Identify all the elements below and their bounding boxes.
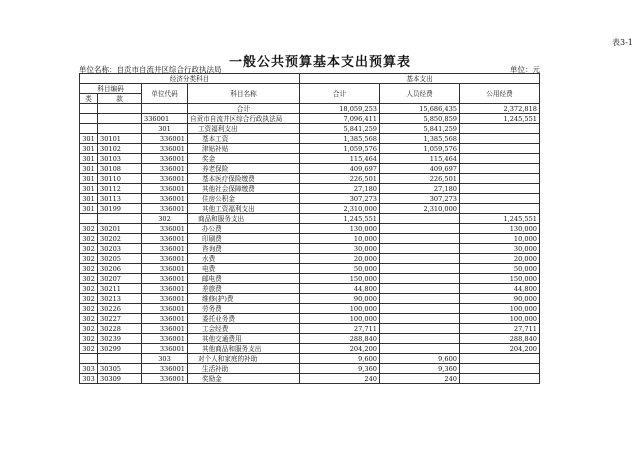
- lei-cell: 302: [80, 314, 98, 324]
- unit-code-cell: 336001: [142, 314, 188, 324]
- subject-name-cell: 基本工资: [188, 134, 300, 144]
- public-cell: [460, 354, 540, 364]
- currency-unit: 单位：元: [510, 65, 540, 74]
- public-cell: 2,372,818: [460, 104, 540, 114]
- public-cell: 100,000: [460, 314, 540, 324]
- lei-cell: [80, 124, 98, 134]
- kuan-cell: 30102: [98, 144, 142, 154]
- unit-code-cell: 336001: [142, 204, 188, 214]
- table-row: [80, 194, 540, 204]
- subject-name-cell: 邮电费: [188, 274, 300, 284]
- public-cell: 100,000: [460, 304, 540, 314]
- unit-code-cell: 336001: [142, 264, 188, 274]
- lei-cell: 301: [80, 184, 98, 194]
- subject-name-cell: 基本医疗保险缴费: [188, 174, 300, 184]
- kuan-cell: 30113: [98, 194, 142, 204]
- subject-name-cell: 印刷费: [188, 234, 300, 244]
- lei-cell: 302: [80, 344, 98, 354]
- total-cell: 409,697: [300, 164, 380, 174]
- kuan-cell: 30201: [98, 224, 142, 234]
- total-cell: 240: [300, 374, 380, 384]
- total-cell: 288,840: [300, 334, 380, 344]
- total-cell: 27,711: [300, 324, 380, 334]
- lei-cell: 302: [80, 234, 98, 244]
- unit-code-cell: 336001: [142, 164, 188, 174]
- table-row: [80, 114, 540, 124]
- lei-cell: 301: [80, 144, 98, 154]
- subject-name-cell: 对个人和家庭的补助: [188, 354, 300, 364]
- unit-code-cell: 336001: [142, 184, 188, 194]
- personnel-cell: 27,180: [380, 184, 460, 194]
- lei-cell: 302: [80, 254, 98, 264]
- total-cell: 44,800: [300, 284, 380, 294]
- total-cell: 150,000: [300, 274, 380, 284]
- subject-name-cell: 津贴补贴: [188, 144, 300, 154]
- lei-cell: 301: [80, 164, 98, 174]
- subject-name-cell: 合计: [188, 104, 300, 114]
- public-cell: [460, 124, 540, 134]
- personnel-header: 人员经费: [380, 84, 460, 104]
- table-row: [80, 344, 540, 354]
- personnel-cell: 115,464: [380, 154, 460, 164]
- unit-code-cell: 303: [142, 354, 188, 364]
- public-cell: [460, 174, 540, 184]
- lei-cell: 302: [80, 274, 98, 284]
- table-row: [80, 284, 540, 294]
- total-cell: 50,000: [300, 264, 380, 274]
- subject-name-cell: 工资福利支出: [188, 124, 300, 134]
- total-cell: 30,000: [300, 244, 380, 254]
- total-cell: 2,310,000: [300, 204, 380, 214]
- public-cell: 50,000: [460, 264, 540, 274]
- unit-code-cell: 336001: [142, 364, 188, 374]
- personnel-cell: [380, 334, 460, 344]
- personnel-cell: [380, 274, 460, 284]
- unit-code-cell: 336001: [142, 194, 188, 204]
- subject-name-cell: 劳务费: [188, 304, 300, 314]
- subject-name-cell: 奖励金: [188, 374, 300, 384]
- kuan-cell: 30309: [98, 374, 142, 384]
- personnel-cell: 9,360: [380, 364, 460, 374]
- kuan-cell: 30103: [98, 154, 142, 164]
- table-row: [80, 214, 540, 224]
- table-row: [80, 174, 540, 184]
- lei-cell: [80, 104, 98, 114]
- lei-cell: [80, 214, 98, 224]
- table-row: [80, 164, 540, 174]
- personnel-cell: [380, 284, 460, 294]
- kuan-cell: 30305: [98, 364, 142, 374]
- kuan-cell: 30239: [98, 334, 142, 344]
- kuan-header: 款: [98, 94, 142, 104]
- total-cell: 20,000: [300, 254, 380, 264]
- total-cell: 10,000: [300, 234, 380, 244]
- total-cell: 115,464: [300, 154, 380, 164]
- public-cell: [460, 134, 540, 144]
- basic-expenditure-header: 基本支出: [300, 74, 540, 84]
- page-title: 一般公共预算基本支出预算表: [228, 55, 411, 70]
- total-cell: 1,385,568: [300, 134, 380, 144]
- table-row: [80, 124, 540, 134]
- personnel-cell: [380, 324, 460, 334]
- unit-name: 单位名称：自贡市自流井区综合行政执法局: [79, 65, 222, 74]
- personnel-cell: 2,310,000: [380, 204, 460, 214]
- personnel-cell: [380, 264, 460, 274]
- public-cell: 150,000: [460, 274, 540, 284]
- personnel-cell: 1,059,576: [380, 144, 460, 154]
- public-cell: 44,800: [460, 284, 540, 294]
- subject-name-cell: 其他商品和服务支出: [188, 344, 300, 354]
- table-row: [80, 314, 540, 324]
- personnel-cell: 240: [380, 374, 460, 384]
- public-cell: 288,840: [460, 334, 540, 344]
- lei-cell: 301: [80, 194, 98, 204]
- unit-code-cell: [142, 104, 188, 114]
- table-row: [80, 224, 540, 234]
- personnel-cell: 15,686,435: [380, 104, 460, 114]
- subject-name-cell: 维修(护)费: [188, 294, 300, 304]
- public-cell: [460, 184, 540, 194]
- unit-code-cell: 336001: [142, 254, 188, 264]
- kuan-cell: 30207: [98, 274, 142, 284]
- kuan-cell: 30202: [98, 234, 142, 244]
- table-row: [80, 354, 540, 364]
- total-cell: 7,096,411: [300, 114, 380, 124]
- kuan-cell: 30199: [98, 204, 142, 214]
- public-cell: 90,000: [460, 294, 540, 304]
- unit-code-cell: 336001: [142, 144, 188, 154]
- personnel-cell: 1,385,568: [380, 134, 460, 144]
- total-cell: 9,600: [300, 354, 380, 364]
- subject-name-cell: 养老保险: [188, 164, 300, 174]
- subject-code-header: 科目编码: [80, 84, 142, 94]
- subject-name-cell: 商品和服务支出: [188, 214, 300, 224]
- table-row: [80, 244, 540, 254]
- public-cell: [460, 364, 540, 374]
- table-row: [80, 364, 540, 374]
- total-cell: 130,000: [300, 224, 380, 234]
- public-cell: 204,200: [460, 344, 540, 354]
- public-header: 公用经费: [460, 84, 540, 104]
- personnel-cell: 5,841,259: [380, 124, 460, 134]
- kuan-cell: 30101: [98, 134, 142, 144]
- lei-cell: 303: [80, 364, 98, 374]
- unit-code-cell: 336001: [142, 274, 188, 284]
- table-row: [80, 254, 540, 264]
- lei-cell: 303: [80, 374, 98, 384]
- subject-name-cell: 自贡市自流井区综合行政执法局: [188, 114, 300, 124]
- table-row: [80, 264, 540, 274]
- subject-name-header: 科目名称: [188, 84, 300, 104]
- public-cell: 20,000: [460, 254, 540, 264]
- total-cell: 204,200: [300, 344, 380, 354]
- personnel-cell: [380, 304, 460, 314]
- unit-code-cell: 336001: [142, 114, 188, 124]
- table-row: [80, 144, 540, 154]
- total-cell: 100,000: [300, 314, 380, 324]
- kuan-cell: 30203: [98, 244, 142, 254]
- personnel-cell: [380, 294, 460, 304]
- unit-code-cell: 336001: [142, 374, 188, 384]
- subject-name-cell: 水费: [188, 254, 300, 264]
- unit-code-cell: 336001: [142, 224, 188, 234]
- unit-code-cell: 336001: [142, 324, 188, 334]
- unit-code-cell: 336001: [142, 234, 188, 244]
- lei-cell: 302: [80, 294, 98, 304]
- public-cell: 1,245,551: [460, 114, 540, 124]
- public-cell: 30,000: [460, 244, 540, 254]
- kuan-cell: [98, 354, 142, 364]
- table-row: [80, 294, 540, 304]
- econ-class-header: 经济分类科目: [80, 74, 300, 84]
- table-number: 表3-1: [612, 38, 633, 47]
- unit-code-header: 单位代码: [142, 84, 188, 104]
- personnel-cell: [380, 344, 460, 354]
- unit-code-cell: 336001: [142, 294, 188, 304]
- lei-cell: [80, 114, 98, 124]
- lei-cell: 302: [80, 224, 98, 234]
- unit-code-cell: 301: [142, 124, 188, 134]
- personnel-cell: [380, 314, 460, 324]
- lei-cell: 302: [80, 304, 98, 314]
- public-cell: 130,000: [460, 224, 540, 234]
- budget-table: [79, 73, 540, 384]
- kuan-cell: 30112: [98, 184, 142, 194]
- kuan-cell: [98, 114, 142, 124]
- kuan-cell: [98, 214, 142, 224]
- subject-name-cell: 委托业务费: [188, 314, 300, 324]
- public-cell: 27,711: [460, 324, 540, 334]
- personnel-cell: 9,600: [380, 354, 460, 364]
- total-cell: 90,000: [300, 294, 380, 304]
- lei-cell: 302: [80, 264, 98, 274]
- personnel-cell: [380, 234, 460, 244]
- unit-code-cell: 336001: [142, 134, 188, 144]
- unit-code-cell: 336001: [142, 334, 188, 344]
- personnel-cell: 307,273: [380, 194, 460, 204]
- table-row: [80, 204, 540, 214]
- table-row: [80, 304, 540, 314]
- personnel-cell: 226,501: [380, 174, 460, 184]
- public-cell: [460, 154, 540, 164]
- total-cell: 9,360: [300, 364, 380, 374]
- table-body: [80, 104, 540, 384]
- unit-code-cell: 336001: [142, 174, 188, 184]
- subject-name-cell: 办公费: [188, 224, 300, 234]
- kuan-cell: 30228: [98, 324, 142, 334]
- kuan-cell: 30213: [98, 294, 142, 304]
- public-cell: [460, 204, 540, 214]
- personnel-cell: [380, 244, 460, 254]
- unit-code-cell: 336001: [142, 154, 188, 164]
- subject-name-cell: 差旅费: [188, 284, 300, 294]
- unit-code-cell: 336001: [142, 244, 188, 254]
- unit-code-cell: 302: [142, 214, 188, 224]
- total-cell: 27,180: [300, 184, 380, 194]
- lei-cell: 301: [80, 154, 98, 164]
- subject-name-cell: 其他交通费用: [188, 334, 300, 344]
- kuan-cell: 30211: [98, 284, 142, 294]
- lei-cell: 302: [80, 244, 98, 254]
- table-row: [80, 374, 540, 384]
- total-cell: 226,501: [300, 174, 380, 184]
- personnel-cell: [380, 224, 460, 234]
- kuan-cell: 30226: [98, 304, 142, 314]
- total-cell: 5,841,259: [300, 124, 380, 134]
- personnel-cell: [380, 214, 460, 224]
- unit-code-cell: 336001: [142, 284, 188, 294]
- public-cell: [460, 144, 540, 154]
- public-cell: [460, 164, 540, 174]
- personnel-cell: [380, 254, 460, 264]
- table-row: [80, 334, 540, 344]
- personnel-cell: 5,850,859: [380, 114, 460, 124]
- public-cell: 1,245,551: [460, 214, 540, 224]
- subject-name-cell: 工会经费: [188, 324, 300, 334]
- public-cell: 10,000: [460, 234, 540, 244]
- lei-cell: 302: [80, 324, 98, 334]
- kuan-cell: 30205: [98, 254, 142, 264]
- subject-name-cell: 电费: [188, 264, 300, 274]
- total-cell: 18,059,253: [300, 104, 380, 114]
- table-row: [80, 184, 540, 194]
- public-cell: [460, 374, 540, 384]
- total-cell: 307,273: [300, 194, 380, 204]
- subject-name-cell: 咨询费: [188, 244, 300, 254]
- kuan-cell: 30299: [98, 344, 142, 354]
- unit-code-cell: 336001: [142, 304, 188, 314]
- total-cell: 1,245,551: [300, 214, 380, 224]
- subject-name-cell: 奖金: [188, 154, 300, 164]
- lei-cell: 302: [80, 334, 98, 344]
- personnel-cell: 409,697: [380, 164, 460, 174]
- kuan-cell: [98, 104, 142, 114]
- table-row: [80, 234, 540, 244]
- lei-cell: 302: [80, 284, 98, 294]
- kuan-cell: 30227: [98, 314, 142, 324]
- lei-cell: 301: [80, 204, 98, 214]
- kuan-cell: 30206: [98, 264, 142, 274]
- total-cell: 1,059,576: [300, 144, 380, 154]
- table-row: [80, 324, 540, 334]
- unit-code-cell: 336001: [142, 344, 188, 354]
- kuan-cell: 30108: [98, 164, 142, 174]
- subject-name-cell: 其他社会保障缴费: [188, 184, 300, 194]
- total-cell: 100,000: [300, 304, 380, 314]
- subject-name-cell: 其他工资福利支出: [188, 204, 300, 214]
- lei-cell: 301: [80, 134, 98, 144]
- subject-name-cell: 生活补助: [188, 364, 300, 374]
- lei-cell: 301: [80, 174, 98, 184]
- table-row: [80, 134, 540, 144]
- table-row: [80, 274, 540, 284]
- kuan-cell: 30110: [98, 174, 142, 184]
- table-row: [80, 104, 540, 114]
- lei-cell: [80, 354, 98, 364]
- subject-name-cell: 住房公积金: [188, 194, 300, 204]
- public-cell: [460, 194, 540, 204]
- lei-header: 类: [80, 94, 98, 104]
- table-row: [80, 154, 540, 164]
- kuan-cell: [98, 124, 142, 134]
- total-header: 合计: [300, 84, 380, 104]
